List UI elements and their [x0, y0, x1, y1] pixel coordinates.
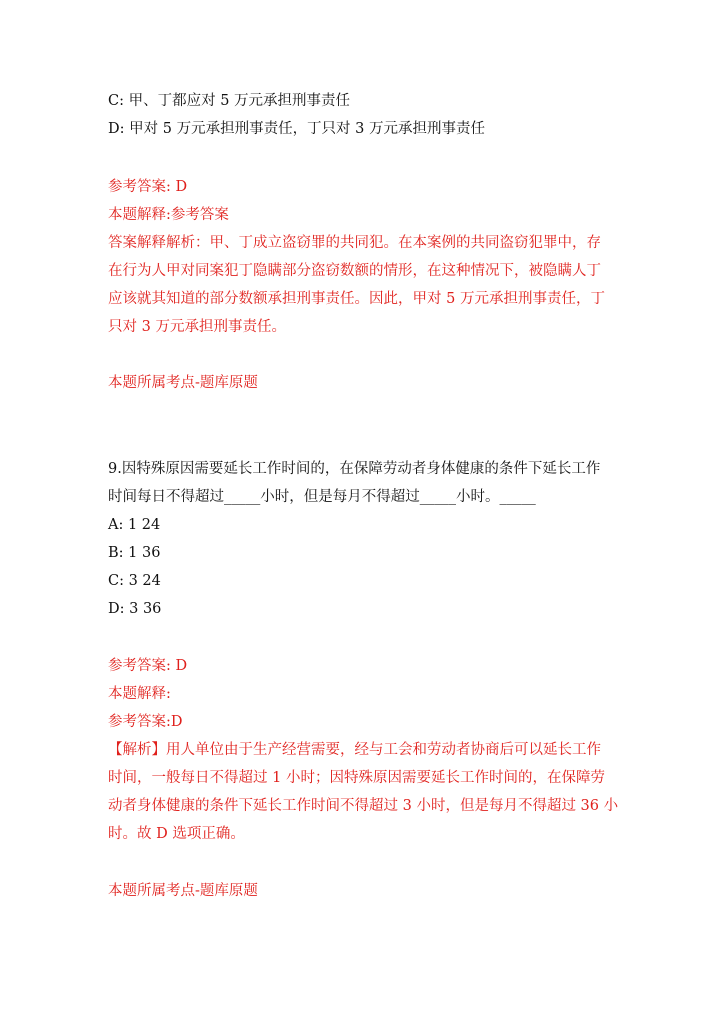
source-note: 本题所属考点-题库原题: [108, 375, 258, 391]
explanation-heading: 本题解释:: [108, 686, 171, 702]
question-text: 时间每日不得超过_____小时，但是每月不得超过_____小时。_____: [108, 489, 536, 505]
option-c: C: 甲、丁都应对 5 万元承担刑事责任: [108, 93, 351, 109]
analysis-line: 【解析】用人单位由于生产经营需要，经与工会和劳动者协商后可以延长工作: [108, 742, 601, 758]
answer-repeat: 参考答案:D: [108, 714, 183, 730]
analysis-line: 答案解释解析：甲、丁成立盗窃罪的共同犯。在本案例的共同盗窃犯罪中，存: [108, 235, 601, 251]
analysis-line: 时间，一般每日不得超过 1 小时；因特殊原因需要延长工作时间的，在保障劳: [108, 770, 605, 786]
analysis-line: 只对 3 万元承担刑事责任。: [108, 319, 286, 335]
analysis-line: 时。故 D 选项正确。: [108, 826, 245, 842]
option-d: D: 3 36: [108, 601, 162, 617]
answer-label: 参考答案: D: [108, 179, 188, 195]
analysis-line: 应该就其知道的部分数额承担刑事责任。因此，甲对 5 万元承担刑事责任，丁: [108, 291, 605, 307]
question-text: 9.因特殊原因需要延长工作时间的，在保障劳动者身体健康的条件下延长工作: [108, 461, 601, 477]
source-note: 本题所属考点-题库原题: [108, 883, 258, 899]
option-a: A: 1 24: [108, 517, 161, 533]
option-d: D: 甲对 5 万元承担刑事责任，丁只对 3 万元承担刑事责任: [108, 121, 486, 137]
analysis-line: 动者身体健康的条件下延长工作时间不得超过 3 小时，但是每月不得超过 36 小: [108, 798, 619, 814]
analysis-line: 在行为人甲对同案犯丁隐瞒部分盗窃数额的情形，在这种情况下，被隐瞒人丁: [108, 263, 601, 279]
option-c: C: 3 24: [108, 573, 161, 589]
answer-label: 参考答案: D: [108, 658, 188, 674]
option-b: B: 1 36: [108, 545, 161, 561]
explanation-heading: 本题解释:参考答案: [108, 207, 229, 223]
